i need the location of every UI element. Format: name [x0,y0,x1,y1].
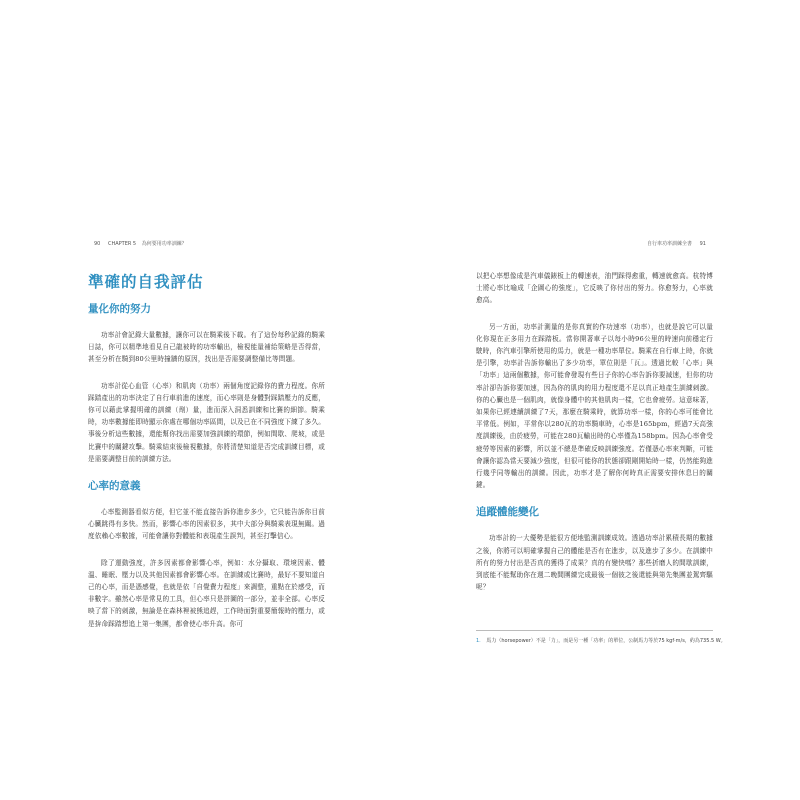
right-text-column [476,270,713,607]
page-number: 91 [699,241,706,247]
page-number: 90 [94,241,101,247]
footnote-divider [476,630,713,631]
left-text-column [88,272,325,644]
section-title: 準確的自我評估 [88,273,204,291]
paragraph: 功率計會記錄大量數據，讓你可以在騎乘後下載。有了這份每秒記錄的騎乘日誌，你可以精準地看見自己龍被時的功率輸出，檢視能量補給策略是否得當，甚至分析在騎到80公里時撞牆的原因，找出是否需要調整備比等問題。 [88,331,325,364]
footnote-text: 馬力（horsepower）不是「力」，而是另一種「功率」的單位，公制馬力等於75 kgf·m/s，約為735.5 W。 [486,638,726,644]
right-page [400,0,800,800]
book-title: 自行車功率訓練全書 [647,241,693,247]
chapter-label: CHAPTER 5 [107,241,137,247]
paragraph: 以把心率想像成是汽車儀錶板上的轉速表，油門踩得愈重，轉速就愈高。杭特博士將心率比喻成「企圖心的強度」，它反映了你付出的努力。你愈努力，心率就愈高。 [476,272,713,305]
paragraph: 除了運動強度，許多因素都會影響心率，例如：水分攝取、環境因素、體溫、睡眠、壓力以及其他因素都會影響心率。在訓練或比賽時，最好不要知道自己的心率，而是憑感覺，也就是依「自覺費力程度」來調整，重點在於感受，而非數字。雖然心率是常見的工具，但心率只是拼圖的一部分，並非全部。心率反映了當下的刺激，無論是在森林裡被熊追趕，工作時面對重要簡報時的壓力，或是拚命踩踏想追上第一集團，都會使心率升高。你可 [88,558,325,628]
paragraph: 功率計從心血管（心率）和肌肉（功率）兩個角度記錄你的費力程度。你所踩踏產出的功率決定了自行車前進的速度，而心率則是身體對踩踏壓力的反應，你可以藉此掌握明確的訓練（劑）量，進而深入洞悉訓練和比賽的細節。騎乘時，功率數據能即時顯示你處在哪個功率區間，以及已在不同強度下練了多久。事後分析這些數據，還能幫你找出需要加強訓練的環節，例如間歇、爬坡，或是比賽中的關鍵攻擊。騎乘結束後檢視數據，你將清楚知道是否完成訓練目標，或是需要調整目前的訓練方法。 [88,381,325,463]
paragraph: 另一方面，功率計測量的是你真實的作功速率（功率），也就是說它可以量化你現在正多用力在踩踏板。當你開著車子以每小時96公里的時速向前穩定行駛時，你汽車引擎所使用的馬力，就是一種功率單位。騎乘在自行車上時，你就是引擎，功率計告訴你輸出了多少功率，單位則是「瓦」。透過比較「心率」與「功率」這兩個數據，你可能會發現有些日子你的心率告訴你要減速，但你的功率計卻告訴你要加速，因為你的肌肉的用力程度還不足以真正地產生訓練刺激。你的心臟也是一個肌肉，就像身體中的其他肌肉一樣，它也會疲勞。這意味著，如果你已經連續訓練了7天，那麼在騎乘時，就算功率一樣，你的心率可能會比平常低。例如，平常你以280瓦的功率騎車時，心率是165bpm，經過7天高強度訓練後，由於疲勞，可能在280瓦輸出時的心率僅為158bpm。因為心率會受疲勞等因素的影響，所以並不總是準確反映訓練強度。若僅憑心率來判斷，可能會讓你認為當天要減少強度，但很可能你的狀態卻跟剛開始時一樣，仍然能夠進行幾乎同等輸出的訓練。因此，功率才是了解你何時真正需要安排休息日的關鍵。 [476,322,713,490]
subsection-title-quantify: 量化你的努力 [88,303,151,315]
running-head-right [647,240,712,247]
chapter-title: 為何要用功率訓練？ [141,241,187,247]
paragraph: 心率監測器看似方便，但它並不能直接告訴你進步多少，它只能告訴你目前心臟跳得有多快。然而，影響心率的因素很多，其中大部分與騎乘表現無關。過度依賴心率數據，可能會讓你對體能和表現產生誤判，甚至打擊信心。 [88,508,325,541]
paragraph: 功率計的一大優勢是能很方便地監測訓練成效。透過功率計累積長期的數據之後，你將可以明確掌握自己的體能是否有在進步，以及進步了多少。在訓練中所有的努力付出是否真的獲得了成果？真的有變快嗎？那些折磨人的間歇訓練，到底能不能幫助你在週二晚間團練完成最後一個彼之後還能與第先集團並駕齊驅呢？ [476,534,713,592]
footnote [476,637,726,645]
running-head-left [88,240,187,247]
subsection-title-heart-rate: 心率的意義 [88,480,141,493]
subsection-title-fitness: 追蹤體能變化 [476,506,539,519]
footnote-number: 1. [476,638,481,644]
